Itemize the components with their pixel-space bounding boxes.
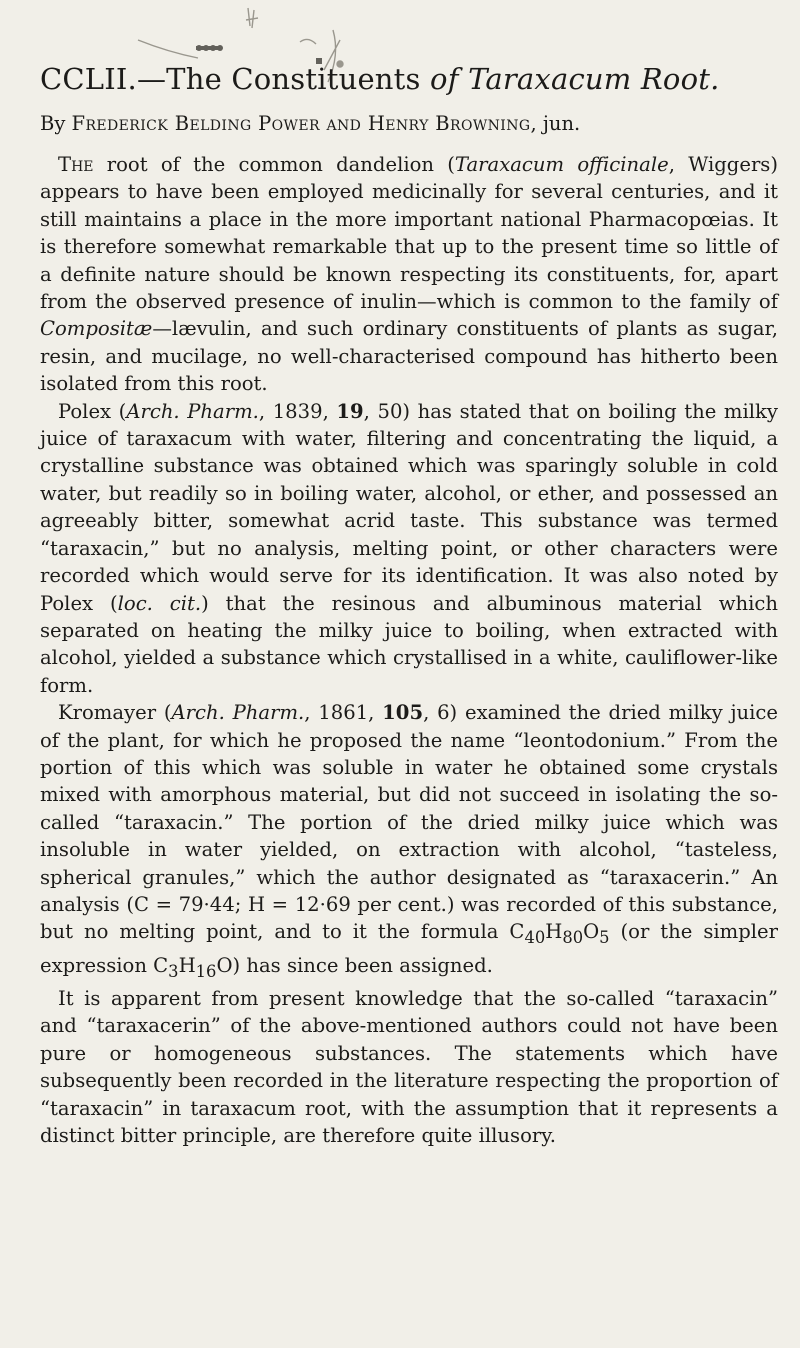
p3-text-c: (or the simpler expression C: [40, 920, 778, 977]
formula-h: H: [178, 953, 196, 977]
p3-journal: Arch. Pharm.: [171, 701, 305, 725]
paragraph-3: [40, 699, 778, 985]
title-prefix: CCLII.—: [40, 62, 167, 96]
p1-species: Taraxacum officinale: [454, 153, 669, 176]
paragraph-1: [40, 151, 778, 398]
byline-by: By: [40, 112, 72, 135]
p2-year: , 1839,: [258, 399, 337, 423]
title-of: of: [420, 62, 469, 96]
p2-journal: Arch. Pharm.: [126, 399, 259, 423]
p2-text-b: , 50) has stated that on boiling the milky juice of taraxacum with water, filtering and concentrating the liquid, a crystalline substance was obtained which was sparingly soluble in cold water, but readily so in boiling water, alcohol, or ether, and possessed an agreeably bitter, somewhat acrid taste. This substance was termed “taraxacin,” but no analysis, melting point, or other characters were recorded which would serve for its identification. It was also noted by Polex (: [40, 399, 778, 615]
p3-text-a: Kromayer (: [58, 701, 172, 725]
p1-text-b: , Wiggers) appears to have been employed medicinally for several centuries, and it still maintains a place in the more important national Pharmacopœias. It is therefore somewhat remarkable that up to the present time so little of a definite nature should be known respecting its constituents, for, apart from the observed presence of inulin—which is common to the family of: [40, 153, 779, 314]
p1-text-a: root of the common dandelion (: [93, 153, 455, 176]
p1-text-c: —lævulin, and such ordinary constituents of plants as sugar, resin, and mucilage, no well-characterised compound has hitherto been isolated from this root.: [40, 317, 778, 396]
title-main: The Constituents: [166, 62, 421, 96]
formula-sub: 40: [524, 928, 546, 948]
p3-text-b: , 6) examined the dried milky juice of the plant, for which he proposed the name “leontodonium.” From the portion of this which was soluble in water he obtained some crystals mixed with amorphous material, but did not succeed in isolating the so-called “taraxacin.” The portion of the dried milky juice which was insoluble in water yielded, on extraction with alcohol, “tasteless, spherical granules,” which the author designated as “taraxacerin.” An analysis (C = 79·44; H = 12·69 per cent.) was recorded of this substance, but no melting point, and to it the formula C: [40, 701, 778, 944]
article-title: [40, 62, 780, 96]
p2-text-a: Polex (: [58, 399, 127, 423]
paragraph-4: It is apparent from present knowledge that the so-called “taraxacin” and “taraxacerin” of the above-mentioned authors could not have been pure or homogeneous substances. The statements which have subsequently been recorded in the literature respecting the proportion of “taraxacin” in taraxacum root, with the assumption that it represents a distinct bitter principle, are therefore quite illusory.: [40, 987, 778, 1148]
p2-volume: 19: [336, 399, 364, 423]
formula-h: H: [545, 920, 563, 944]
p1-family: Compositæ: [40, 317, 153, 341]
p2-loc-cit: loc. cit.: [117, 591, 202, 615]
formula-o: O: [583, 920, 600, 944]
byline-authors: Frederick Belding Power and Henry Browning: [71, 112, 531, 135]
formula-sub: 80: [562, 928, 584, 948]
byline-suffix: , jun.: [530, 112, 581, 135]
p3-text-d: O) has since been assigned.: [216, 953, 493, 977]
paragraph-2: [40, 398, 778, 699]
formula-sub: 5: [599, 928, 610, 948]
byline: [40, 112, 780, 135]
p2-text-c: ) that the resinous and albuminous material which separated on heating the milky juice to boiling, when extracted with alcohol, yielded a substance which crystallised in a white, cauliflower-like form.: [40, 591, 778, 697]
title-subject: Taraxacum Root.: [468, 62, 720, 96]
formula-sub: 16: [195, 961, 217, 981]
article-body: [40, 151, 778, 1149]
formula-sub: 3: [168, 961, 179, 981]
p3-year: , 1861,: [304, 701, 383, 725]
p1-lead: The: [58, 153, 94, 176]
p3-volume: 105: [382, 701, 424, 725]
